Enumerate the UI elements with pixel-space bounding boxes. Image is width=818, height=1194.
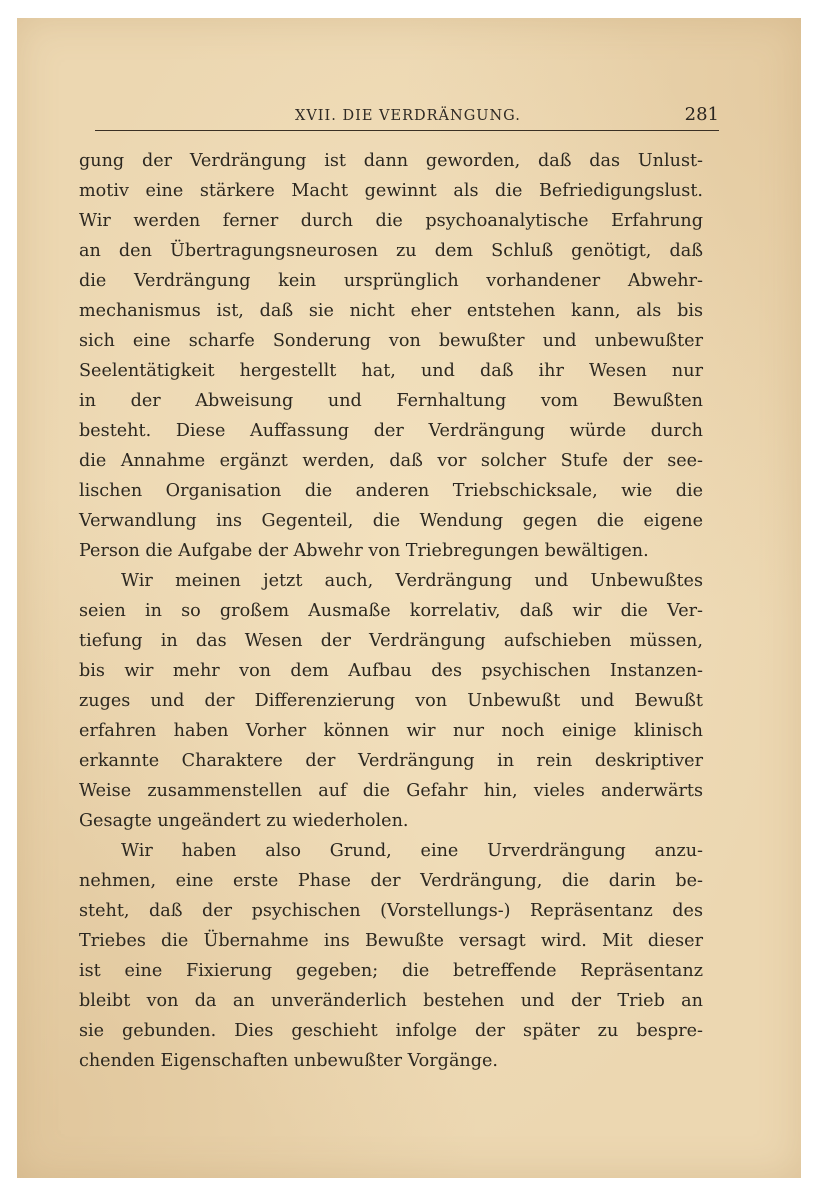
text-line: seien in so großem Ausmaße korrelativ, daß wir die Ver- <box>79 601 703 621</box>
text-line: motiv eine stärkere Macht gewinnt als die Befriedigungslust. <box>79 181 703 201</box>
text-line: bis wir mehr von dem Aufbau des psychischen Instanzen- <box>79 661 703 681</box>
text-line: sich eine scharfe Sonderung von bewußter und unbewußter <box>79 331 703 351</box>
text-line: besteht. Diese Auffassung der Verdrängung würde durch <box>79 421 703 441</box>
text-line: sie gebunden. Dies geschieht infolge der später zu bespre- <box>79 1021 703 1041</box>
text-line: Weise zusammenstellen auf die Gefahr hin, vieles anderwärts <box>79 781 703 801</box>
text-line: chenden Eigenschaften unbewußter Vorgänge. <box>79 1051 499 1071</box>
chapter-title: XVII. DIE VERDRÄNGUNG. <box>295 108 521 124</box>
text-line: Wir haben also Grund, eine Urverdrängung anzu- <box>121 841 703 861</box>
text-line: gung der Verdrängung ist dann geworden, daß das Unlust- <box>79 151 703 171</box>
text-line: Person die Aufgabe der Abwehr von Triebregungen bewältigen. <box>79 541 649 561</box>
text-line: nehmen, eine erste Phase der Verdrängung, die darin be- <box>79 871 703 891</box>
text-line: Verwandlung ins Gegenteil, die Wendung gegen die eigene <box>79 511 703 531</box>
body-text <box>79 146 703 1076</box>
text-line: tiefung in das Wesen der Verdrängung aufschieben müssen, <box>79 631 703 651</box>
text-line: die Verdrängung kein ursprünglich vorhandener Abwehr- <box>79 271 703 291</box>
page-number: 281 <box>684 104 719 125</box>
text-line: lischen Organisation die anderen Triebschicksale, wie die <box>79 481 703 501</box>
text-line: erfahren haben Vorher können wir nur noch einige klinisch <box>79 721 703 741</box>
text-line: ist eine Fixierung gegeben; die betreffende Repräsentanz <box>79 961 703 981</box>
text-line: Seelentätigkeit hergestellt hat, und daß ihr Wesen nur <box>79 361 703 381</box>
text-line: Wir werden ferner durch die psychoanalytische Erfahrung <box>79 211 703 231</box>
text-line: erkannte Charaktere der Verdrängung in rein deskriptiver <box>79 751 703 771</box>
scanned-page <box>17 18 801 1178</box>
text-line: Gesagte ungeändert zu wiederholen. <box>79 811 409 831</box>
text-line: bleibt von da an unveränderlich bestehen und der Trieb an <box>79 991 703 1011</box>
text-line: in der Abweisung und Fernhaltung vom Bewußten <box>79 391 703 411</box>
running-head <box>95 86 719 131</box>
text-line: die Annahme ergänzt werden, daß vor solcher Stufe der see- <box>79 451 703 471</box>
text-line: steht, daß der psychischen (Vorstellungs-) Repräsentanz des <box>79 901 703 921</box>
text-line: an den Übertragungsneurosen zu dem Schluß genötigt, daß <box>79 241 703 261</box>
text-line: Triebes die Übernahme ins Bewußte versagt wird. Mit dieser <box>79 931 703 951</box>
text-line: mechanismus ist, daß sie nicht eher entstehen kann, als bis <box>79 301 703 321</box>
text-line: zuges und der Differenzierung von Unbewußt und Bewußt <box>79 691 703 711</box>
text-line: Wir meinen jetzt auch, Verdrängung und Unbewußtes <box>121 571 703 591</box>
